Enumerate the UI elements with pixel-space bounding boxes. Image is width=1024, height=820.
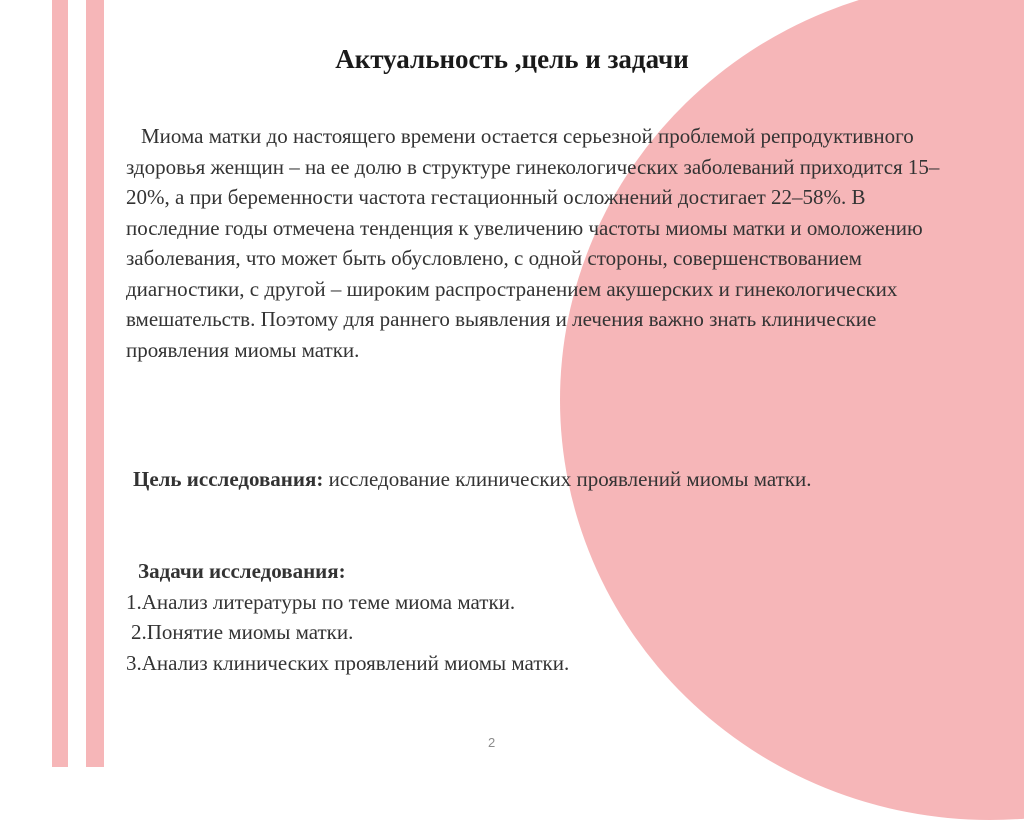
- intro-paragraph: Миома матки до настоящего времени остается серьезной проблемой репродуктивного здоровья женщин – на ее долю в структуре гинекологических заболеваний приходится 15–20%, а при беременности частота гестационный осложнений достигает 22–58%. В последние годы отмечена тенденция к увеличению частоты миомы матки и омоложению заболевания, что может быть обусловлено, с одной стороны, совершенствованием диагностики, с другой – широким распространением акушерских и гинекологических вмешательств. Поэтому для раннего выявления и лечения важно знать клинические проявления миомы матки.: [126, 124, 940, 362]
- page-number: 2: [488, 735, 496, 750]
- goal-label: Цель исследования:: [133, 467, 324, 491]
- tasks-label: Задачи исследования:: [138, 559, 346, 583]
- tasks-section: [126, 556, 956, 678]
- goal-text: исследование клинических проявлений миомы матки.: [323, 467, 812, 491]
- task-item-1: 1.Анализ литературы по теме миома матки.: [126, 589, 516, 614]
- decorative-stripe-right: [86, 0, 104, 767]
- decorative-stripe-left: [52, 0, 68, 767]
- task-item-2: 2.Понятие миомы матки.: [131, 620, 354, 644]
- slide-title: Актуальность ,цель и задачи: [335, 44, 689, 74]
- task-item-3: 3.Анализ клинических проявлений миомы матки.: [126, 650, 570, 675]
- goal-section: [126, 464, 956, 494]
- intro-section: [126, 121, 956, 365]
